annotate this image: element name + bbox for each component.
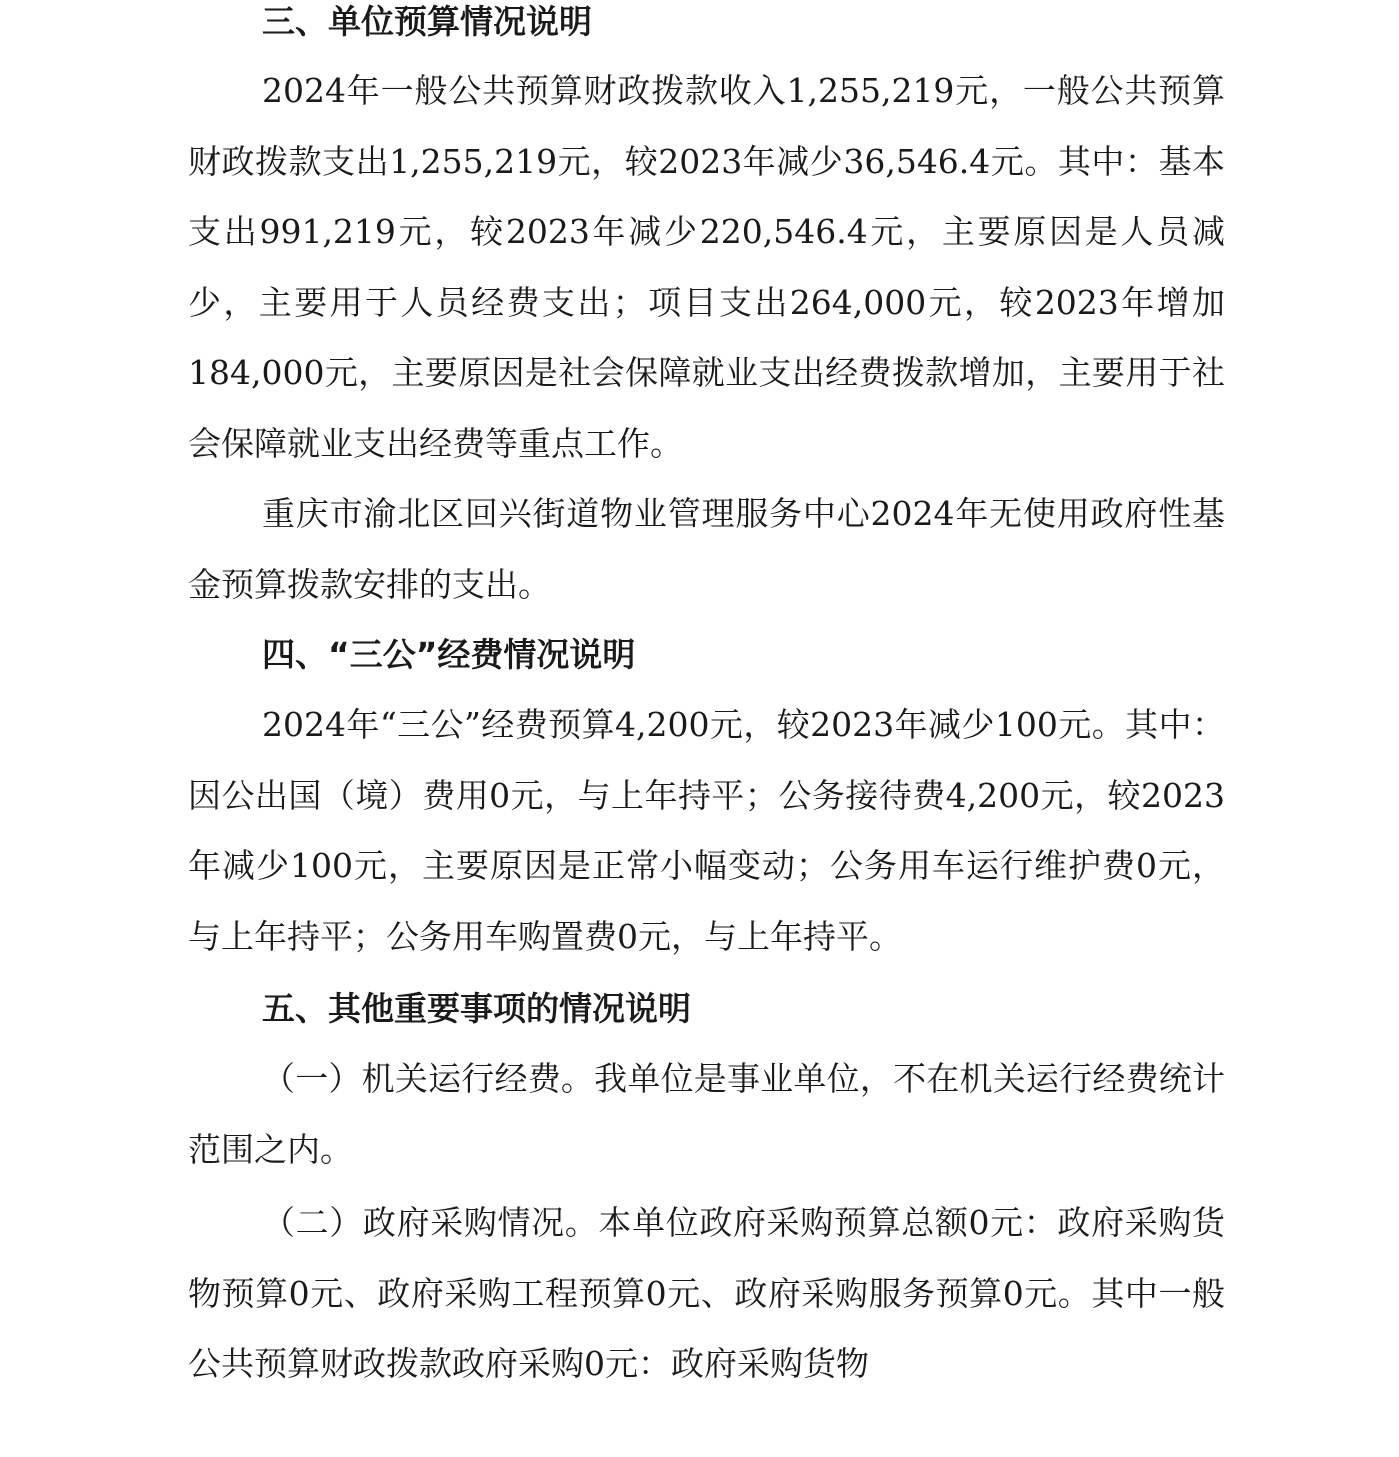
section-3-heading: 三、单位预算情况说明 [262, 2, 592, 41]
section-3-paragraph-2: 重庆市渝北区回兴街道物业管理服务中心2024年无使用政府性基金预算拨款安排的支出。 [188, 494, 1225, 604]
section-5-heading: 五、其他重要事项的情况说明 [262, 989, 691, 1028]
section-5-paragraph-2: （二）政府采购情况。本单位政府采购预算总额0元：政府采购货物预算0元、政府采购工程预算0元、政府采购服务预算0元。其中一般公共预算财政拨款政府采购0元：政府采购货物 [188, 1203, 1225, 1383]
document-page [188, 0, 1225, 1400]
section-4-heading: 四、“三公”经费情况说明 [262, 635, 636, 674]
section-4-paragraph-1: 2024年“三公”经费预算4,200元，较2023年减少100元。其中：因公出国（境）费用0元，与上年持平；公务接待费4,200元，较2023年减少100元，主要原因是正常小幅变动；公务用车运行维护费0元，与上年持平；公务用车购置费0元，与上年持平。 [188, 705, 1225, 956]
section-5-paragraph-1: （一）机关运行经费。我单位是事业单位，不在机关运行经费统计范围之内。 [188, 1059, 1225, 1169]
section-3-paragraph-1: 2024年一般公共预算财政拨款收入1,255,219元，一般公共预算财政拨款支出1,255,219元，较2023年减少36,546.4元。其中：基本支出991,219元，较2023年减少220,546.4元，主要原因是人员减少，主要用于人员经费支出；项目支出264,000元，较2023年增加184,000元，主要原因是社会保障就业支出经费拨款增加，主要用于社会保障就业支出经费等重点工作。 [188, 71, 1225, 463]
